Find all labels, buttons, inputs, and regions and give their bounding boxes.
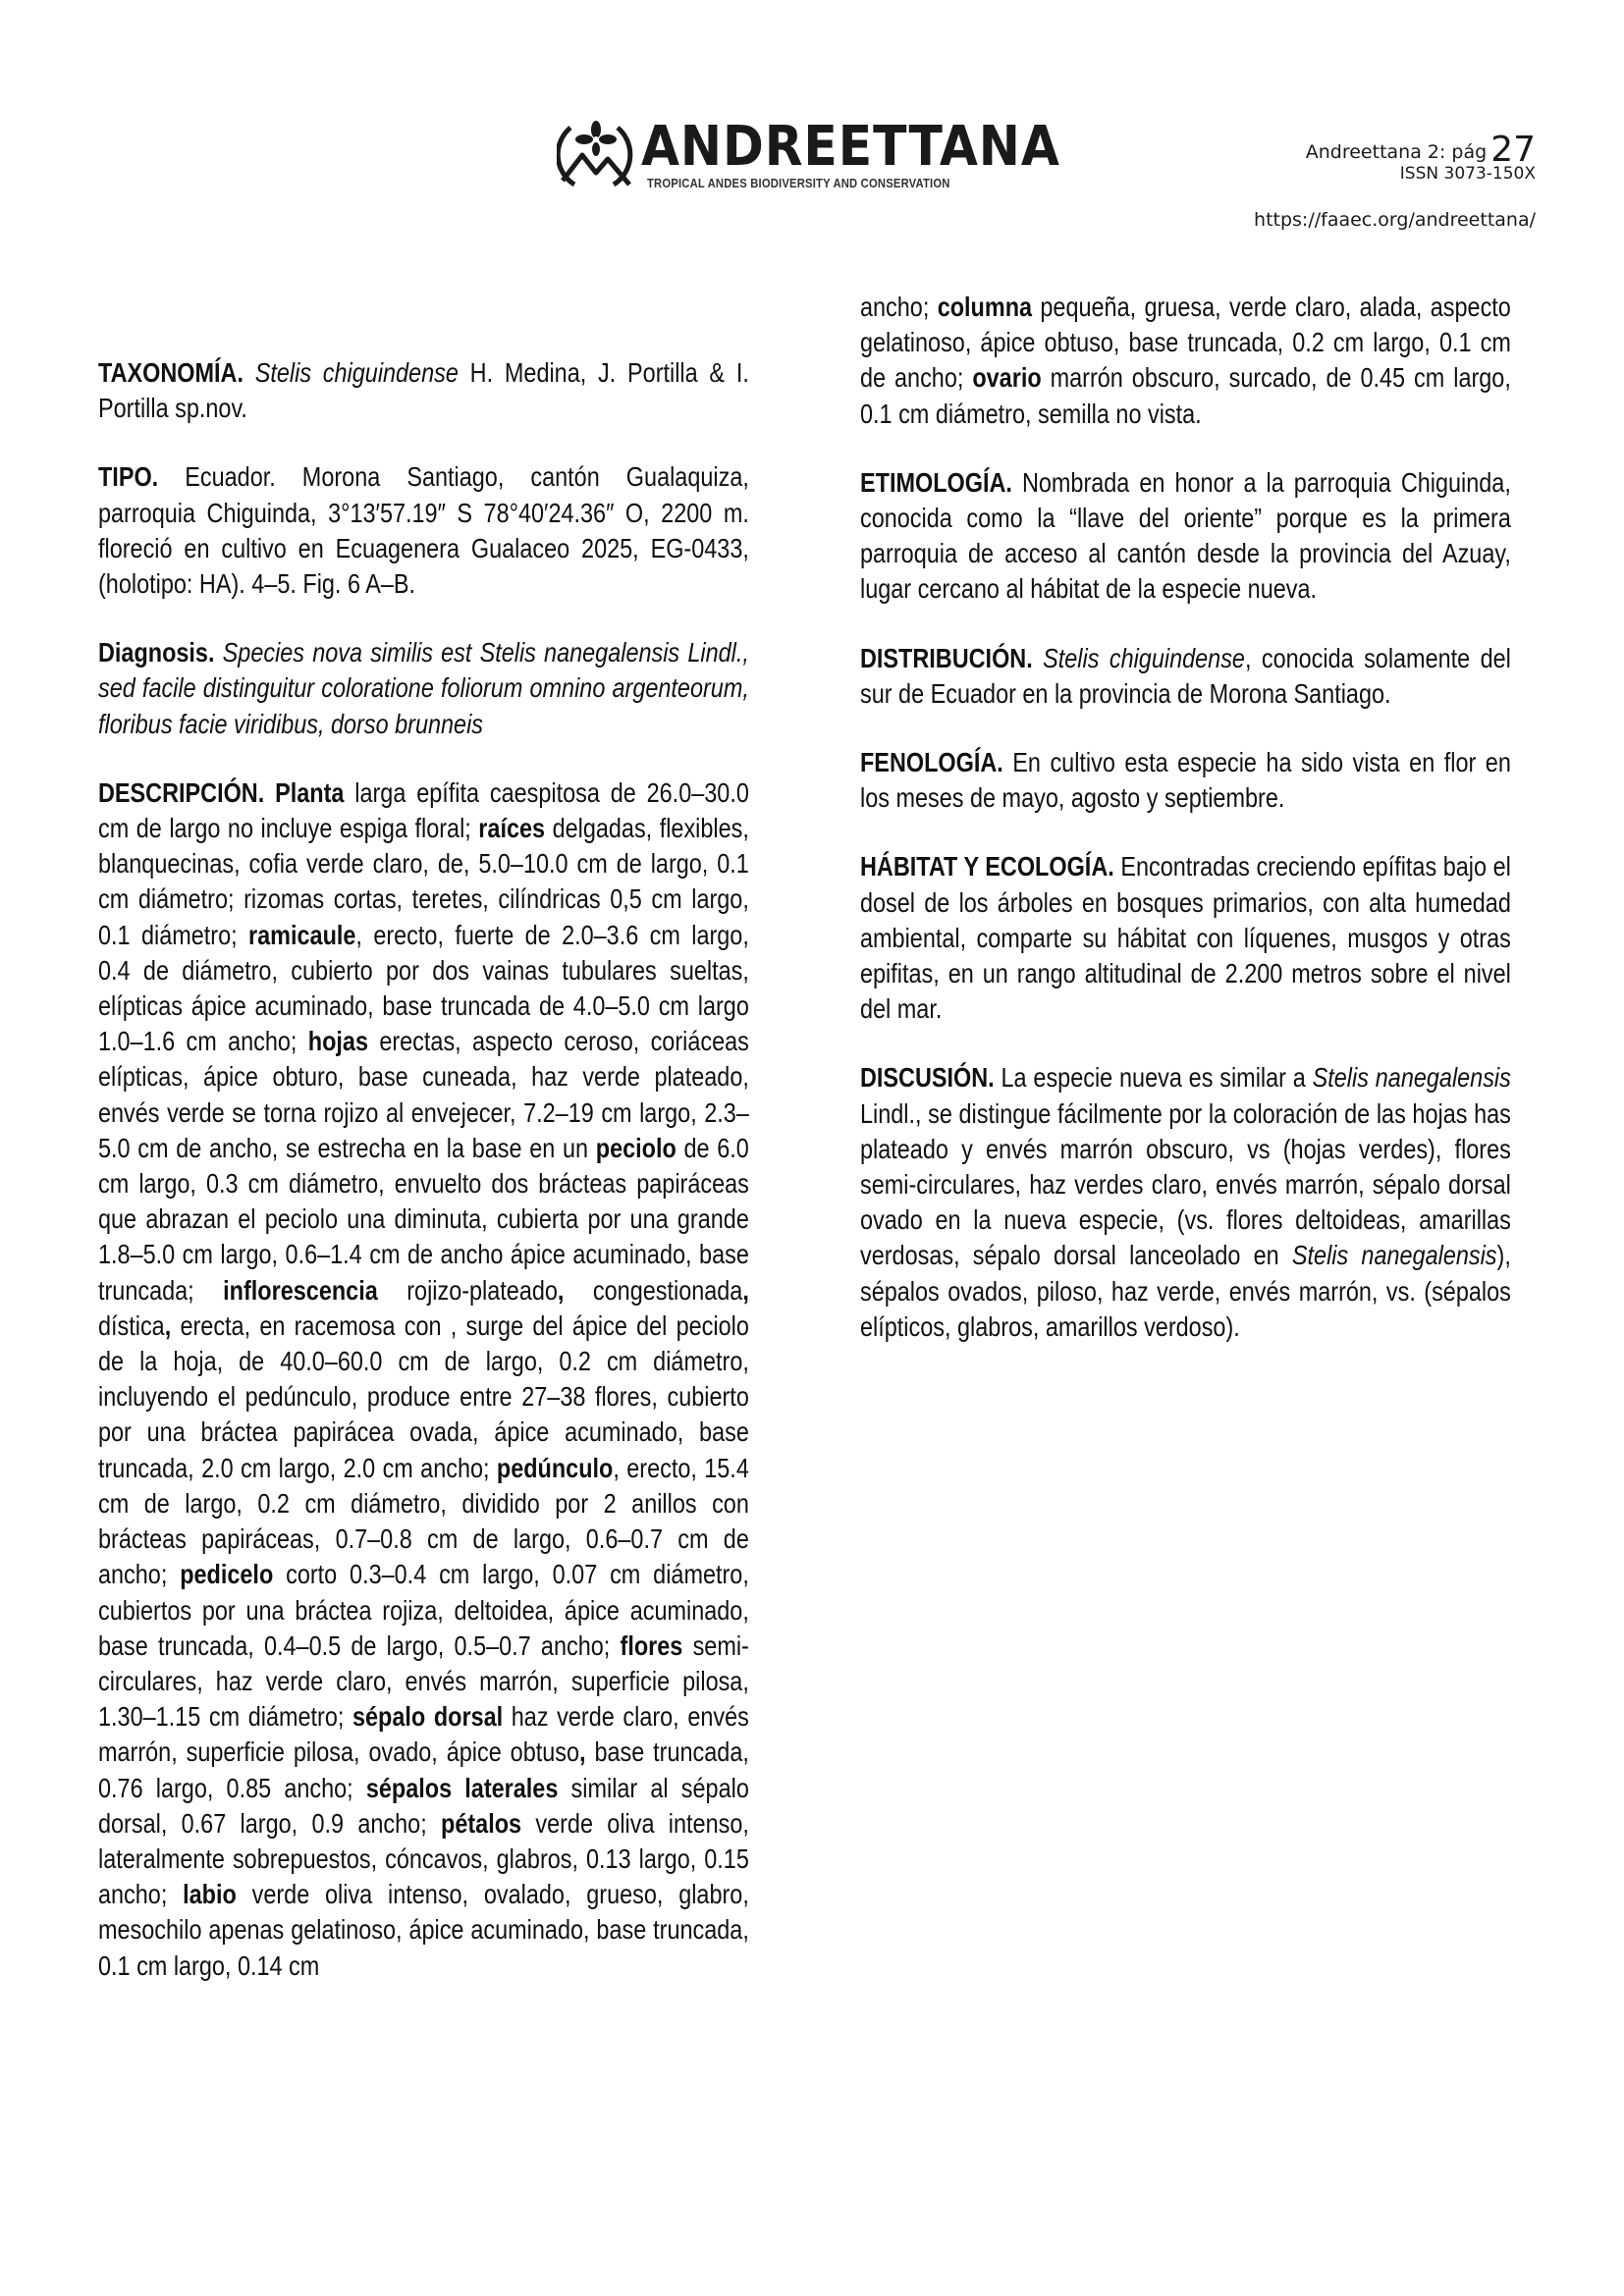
description-text: verde oliva intenso, lateralmente sobrepuestos, cóncavos, glabros, 0.13 largo, 0.15 ancho; — [98, 1807, 749, 1910]
journal-tagline: TROPICAL ANDES BIODIVERSITY AND CONSERVATION — [647, 177, 950, 190]
description-text: corto 0.3–0.4 cm largo, 0.07 cm diámetro, cubiertos por una bráctea rojiza, deltoidea, ápice acuminado, base truncada, 0.4–0.5 de largo, 0.5–0.7 ancho; — [98, 1559, 749, 1661]
section-heading: HÁBITAT Y ECOLOGÍA. — [860, 851, 1114, 882]
organ-term: raíces — [478, 813, 546, 844]
description-text: base truncada, 0.76 largo, 0.85 ancho; — [98, 1736, 749, 1803]
organ-term: Planta — [275, 776, 345, 808]
description-text: erecta, en racemosa con , surge del ápice del peciolo de la hoja, de 40.0–60.0 cm de largo, 0.2 cm diámetro, incluyendo el pedúnculo, produce entre 27–38 flores, cubierto por una bráctea papirácea ovada, ápice acuminado, base truncada, 2.0 cm largo, 2.0 cm ancho; — [98, 1309, 749, 1483]
organ-term: pedúnculo — [496, 1452, 614, 1483]
organ-term: , — [742, 1274, 749, 1306]
section-heading: TAXONOMÍA. — [98, 357, 244, 388]
authors: H. Medina, J. Portilla & I. Portilla sp.nov. — [98, 357, 749, 424]
description-text: verde oliva intenso, ovalado, grueso, glabro, mesochilo apenas gelatinoso, ápice acuminado, base truncada, 0.1 cm largo, 0.14 cm — [98, 1879, 749, 1981]
journal-label: Andreettana 2: pág — [1305, 141, 1488, 163]
section-heading: DISCUSIÓN. — [860, 1062, 995, 1094]
journal-brand: ANDREETTANA — [641, 115, 1060, 179]
section-text: En cultivo esta especie ha sido vista en flor en los meses de mayo, agosto y septiembre. — [860, 747, 1511, 814]
organ-term: pétalos — [441, 1807, 522, 1839]
description-text: haz verde claro, envés marrón, superficie pilosa, ovado, ápice obtuso — [98, 1701, 749, 1768]
organ-term: inflorescencia — [223, 1274, 378, 1306]
species-name: Stelis nanegalensis — [1312, 1062, 1511, 1094]
section-heading: DISTRIBUCIÓN. — [860, 642, 1033, 673]
organ-term: hojas — [307, 1026, 368, 1057]
right-column — [860, 290, 1511, 1378]
organ-term: columna — [937, 292, 1033, 322]
organ-term: labio — [183, 1879, 237, 1910]
description-text: semi-circulares, haz verde claro, envés marrón, superficie pilosa, 1.30–1.15 cm diámetro; — [98, 1629, 749, 1733]
section-diagnosis — [98, 635, 749, 742]
organ-term: peciolo — [595, 1132, 677, 1163]
description-text: dística — [98, 1309, 165, 1341]
section-heading: ETIMOLOGÍA. — [860, 466, 1012, 498]
organ-term: ovario — [972, 362, 1042, 394]
description-text: , erecto, 15.4 cm de largo, 0.2 cm diámetro, dividido por 2 anillos con brácteas papiráceas, 0.7–0.8 cm de largo, 0.6–0.7 cm de ancho; — [98, 1452, 749, 1590]
organ-term: , — [557, 1274, 565, 1306]
continuation-body — [860, 292, 1511, 429]
page-number: 27 — [1490, 130, 1536, 170]
species-name: Stelis chiguindense — [1032, 642, 1245, 673]
organ-term: flores — [620, 1629, 683, 1661]
description-text: ancho; — [860, 292, 938, 322]
description-body — [98, 777, 749, 1981]
issn: ISSN 3073-150X — [1399, 164, 1536, 184]
species-name: Stelis chiguindense — [254, 357, 459, 388]
description-text: larga epífita caespitosa de 26.0–30.0 cm de largo no incluye espiga floral; — [98, 776, 749, 844]
section-taxonomia — [98, 355, 749, 426]
section-heading: DESCRIPCIÓN. — [98, 776, 265, 808]
orchid-mountain-emblem-icon — [557, 116, 637, 194]
description-text: congestionada — [564, 1274, 743, 1306]
section-text: Species nova similis est Stelis nanegalensis Lindl., sed facile distinguitur coloratione foliorum omnino argenteorum, floribus facie viridibus, dorso brunneis — [98, 637, 749, 739]
journal-url[interactable]: https://faaec.org/andreettana/ — [1254, 209, 1536, 231]
organ-term: sépalos laterales — [365, 1772, 559, 1803]
section-habitat — [860, 849, 1511, 1027]
section-fenologia — [860, 745, 1511, 816]
section-heading: Diagnosis. — [98, 637, 215, 668]
description-text: , erecto, fuerte de 2.0–3.6 cm largo, 0.4 de diámetro, cubierto por dos vainas tubulares sueltas, elípticas ápice acuminado, base truncada de 4.0–5.0 cm largo 1.0–1.6 cm ancho; — [98, 919, 749, 1057]
description-text: rojizo-plateado — [377, 1274, 558, 1306]
description-text: similar al sépalo dorsal, 0.67 largo, 0.9 ancho; — [98, 1772, 749, 1839]
description-text: erectas, aspecto ceroso, coriáceas elípticas, ápice obturo, base cuneada, haz verde plateado, envés verde se torna rojizo al envejecer, 7.2–19 cm largo, 2.3–5.0 cm de ancho, se estrecha en la base en un — [98, 1026, 749, 1163]
species-name: Stelis nanegalensis — [1291, 1240, 1497, 1271]
description-text: de 6.0 cm largo, 0.3 cm diámetro, envuelto dos brácteas papiráceas que abrazan el peciolo una diminuta, cubierta por una grande 1.8–5.0 cm largo, 0.6–1.4 cm de ancho ápice acuminado, base truncada; — [98, 1132, 749, 1306]
journal-info — [1254, 130, 1536, 232]
description-text: pequeña, gruesa, verde claro, alada, aspecto gelatinoso, ápice obtuso, base truncada, 0.2 cm largo, 0.1 cm de ancho; — [860, 292, 1511, 394]
description-continuation — [860, 290, 1511, 432]
organ-term: , — [579, 1736, 586, 1768]
left-column — [98, 355, 749, 1984]
organ-term: pedicelo — [180, 1559, 274, 1590]
section-discusion — [860, 1060, 1511, 1345]
journal-logo — [557, 116, 1077, 194]
section-text: , conocida solamente del sur de Ecuador en la provincia de Morona Santiago. — [860, 642, 1511, 709]
section-etimologia — [860, 465, 1511, 608]
section-heading: FENOLOGÍA. — [860, 747, 1003, 778]
organ-term: ramicaule — [248, 919, 356, 950]
section-text: Ecuador. Morona Santiago, cantón Gualaquiza, parroquia Chiguinda, 3°13′57.19″ S 78°40′24.36″ O, 2200 m. floreció en cultivo en Ecuagenera Gualaceo 2025, EG-0433, (holotipo: HA). 4–5. Fig. 6 A–B. — [98, 461, 749, 600]
organ-term: sépalo dorsal — [352, 1701, 504, 1733]
section-text: Nombrada en honor a la parroquia Chiguinda, conocida como la “llave del oriente” porque es la primera parroquia de acceso al cantón desde la provincia del Azuay, lugar cercano al hábitat de la especie nueva. — [860, 466, 1511, 605]
section-text: Encontradas creciendo epífitas bajo el dosel de los árboles en bosques primarios, con alta humedad ambiental, comparte su hábitat con líquenes, musgos y otras epifitas, en un rango altitudinal de 2.200 metros sobre el nivel del mar. — [860, 851, 1511, 1025]
description-text: marrón obscuro, surcado, de 0.45 cm largo, 0.1 cm diámetro, semilla no vista. — [860, 362, 1511, 429]
section-descripcion — [98, 775, 749, 1984]
section-text: La especie nueva es similar a — [994, 1062, 1313, 1094]
section-tipo — [98, 459, 749, 602]
section-text: ), sépalos ovados, piloso, haz verde, envés marrón, vs. (sépalos elípticos, glabros, amarillos verdoso). — [860, 1240, 1511, 1342]
description-text — [264, 777, 275, 808]
description-text: delgadas, flexibles, blanquecinas, cofia verde claro, de, 5.0–10.0 cm de largo, 0.1 cm diámetro; rizomas cortas, teretes, cilíndricas 0,5 cm largo, 0.1 diámetro; — [98, 813, 749, 950]
organ-term: , — [164, 1309, 172, 1341]
section-text: Lindl., se distingue fácilmente por la coloración de las hojas has plateado y envés marrón obscuro, vs (hojas verdes), flores semi-circulares, haz verdes claro, envés marrón, sépalo dorsal ovado en la nueva especie, (vs. flores deltoideas, amarillas verdosas, sépalo dorsal lanceolado en — [860, 1097, 1511, 1271]
section-distribucion — [860, 641, 1511, 712]
section-heading: TIPO. — [98, 461, 159, 493]
